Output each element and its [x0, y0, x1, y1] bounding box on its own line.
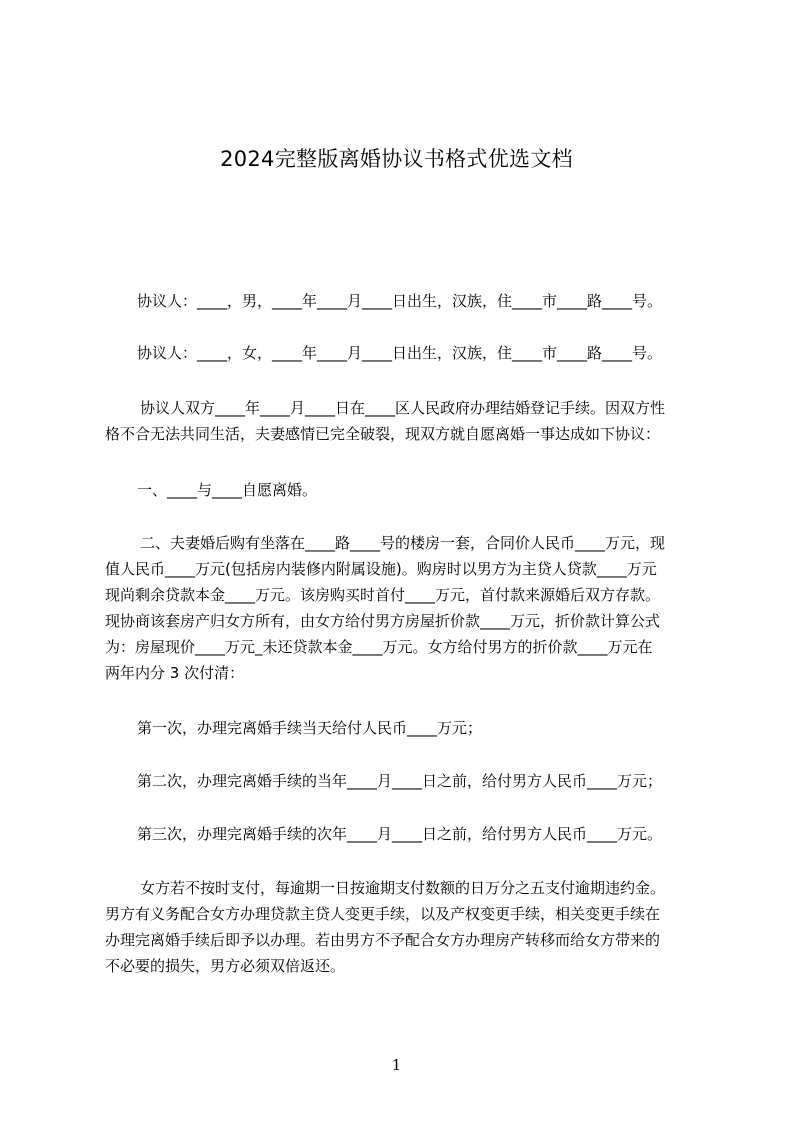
paragraph-line-payment-2: 第二次，办理完离婚手续的当年____月____日之前，给付男方人民币____万元；: [137, 772, 663, 790]
paragraph-line: 办理完离婚手续后即予以办理。若由男方不予配合女方办理房产转移而给女方带来的: [105, 931, 661, 949]
paragraph-line-clause-2: 二、夫妻婚后购有坐落在____路____号的楼房一套，合同价人民币____万元，现: [140, 534, 666, 552]
paragraph-line-party-male: 协议人：____，男，____年____月____日出生，汉族，住____市____路____号。: [137, 292, 663, 310]
paragraph-line: 值人民币____万元(包括房内装修内附属设施)。购房时以男方为主贷人贷款____万元: [105, 560, 657, 578]
paragraph-line: 不必要的损失，男方必须双倍返还。: [105, 957, 346, 975]
paragraph-line-clause-1: 一、____与____自愿离婚。: [137, 481, 318, 499]
paragraph-line: 女方若不按时支付，每逾期一日按逾期支付数额的日万分之五支付逾期违约金。: [140, 879, 666, 897]
paragraph-line: 协议人双方____年____月____日在____区人民政府办理结婚登记手续。因双方性: [140, 399, 666, 417]
paragraph-line-payment-1: 第一次，办理完离婚手续当天给付人民币____万元；: [137, 719, 483, 737]
paragraph-line: 两年内分 3 次付清：: [105, 664, 245, 682]
page-number: 1: [391, 1056, 402, 1074]
paragraph-line-payment-3: 第三次，办理完离婚手续的次年____月____日之前，给付男方人民币____万元。: [137, 825, 663, 843]
paragraph-line: 男方有义务配合女方办理贷款主贷人变更手续，以及产权变更手续，相关变更手续在: [105, 905, 661, 923]
document-title: 2024完整版离婚协议书格式优选文档: [220, 147, 573, 171]
paragraph-line: 现协商该套房产归女方所有，由女方给付男方房屋折价款____万元，折价款计算公式: [105, 612, 661, 630]
paragraph-line: 为：房屋现价____万元_未还贷款本金____万元。女方给付男方的折价款____万元在: [105, 638, 653, 656]
paragraph-line: 现尚剩余贷款本金____万元。该房购买时首付____万元，首付款来源婚后双方存款。: [105, 586, 661, 604]
paragraph-line-party-female: 协议人：____，女，____年____月____日出生，汉族，住____市____路____号。: [137, 344, 663, 362]
paragraph-line: 格不合无法共同生活，夫妻感情已完全破裂，现双方就自愿离婚一事达成如下协议：: [105, 425, 661, 443]
